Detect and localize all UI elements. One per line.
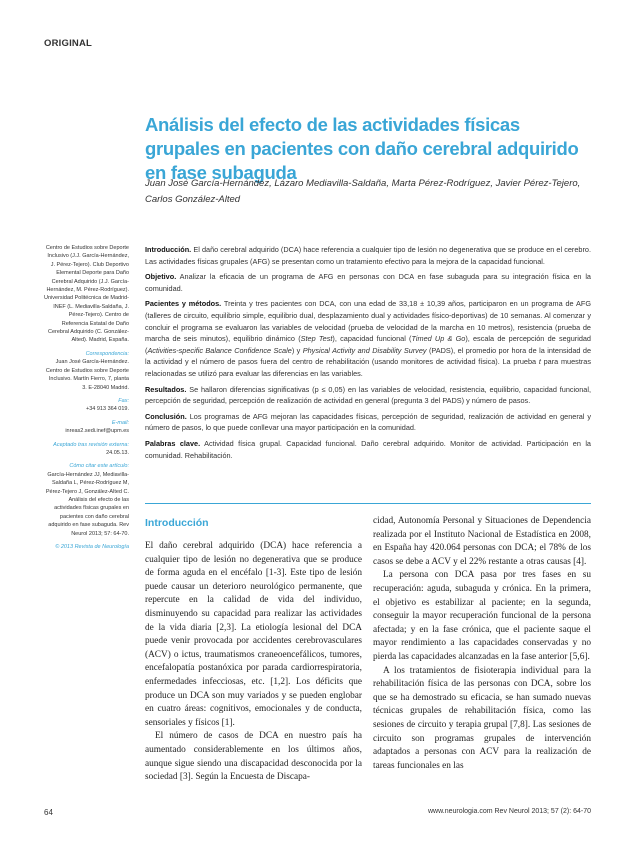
correspondence-text: Juan José García-Hernández. Centro de Estudios sobre Deporte Inclusivo. Martín Fierro, 7, planta 3. E-28040 Madrid. [45,359,129,391]
citation-text: García-Hernández JJ, Mediavilla-Saldaña L, Pérez-Rodríguez M, Pérez-Tejero J, González-Alted C. Análisis del efecto de las actividades físicas grupales en pacientes con daño cerebral adquirido en fase subaguda. Rev Neurol 2013; 57: 64-70. [45,471,129,537]
abstract-objective-label: Objetivo. [145,272,177,282]
abstract-results [145,384,591,407]
abstract-conclusion [145,411,591,434]
section-divider [145,503,591,504]
citation-label: Cómo citar este artículo: [69,463,129,470]
abstract-keywords [145,438,591,461]
methods-italic-5: t [538,357,541,367]
methods-italic-1: Step Test [300,334,333,344]
fax-value: +34 913 364 019. [86,406,129,413]
abstract-conclusion-label: Conclusión. [145,411,187,421]
abstract-methods [145,298,591,379]
abstract [145,244,591,465]
body-column-left [145,540,362,785]
introduction-heading: Introducción [145,517,209,529]
abstract-objective [145,271,591,294]
body-paragraph: El daño cerebral adquirido (DCA) hace referencia a cualquier tipo de lesión no degenerativa que se produce de forma aguda en el encéfalo [1-3]. Este tipo de lesión puede causar un deterioro neurológico permanente, que repercute en la calidad de vida del individuo, disminuyendo su capacidad para realizar las actividades de la vida diaria [2,3]. La etiología lesional del DCA puede venir provocada por accidentes cerebrovasculares (ACV) o ictus, traumatismos craneoencefálicos, tumores, encefalopatía postanóxica por parada cardiorrespiratoria, enfermedades infecciosas, etc. [1,2]. Los déficits que produce un DCA son muy variados y se pueden englobar en cuatro áreas: cognitivos, emocionales y de conducta, sensoriales y físicos [1]. [145,541,362,728]
journal-citation: www.neurologia.com Rev Neurol 2013; 57 (2): 64-70 [427,808,591,815]
methods-text-5: (PADS), el promedio por hora de la intensidad de la actividad y el número de pasos fuera del centro de rehabilitación (usando monitores de actividad física). La prueba [145,345,592,367]
email-value[interactable]: inreas2.sedi.inef@upm.es [65,428,129,435]
copyright: © 2013 Revista de Neurología [55,544,129,550]
email-label: E-mail: [111,419,129,426]
abstract-results-text: Se hallaron diferencias significativas (p ≤ 0,05) en las variables de velocidad, resistencia, equilibrio, capacidad funcional, percepción de seguridad, percepción de realización de actividad en general (pregunta 3 del PADS) y número de pasos. [145,384,591,406]
methods-text-1: Treinta y tres pacientes con DCA, con una edad de 33,18 ± 10,39 años, participaron en un programa de AFG (talleres de circuito, equilibrio simple, equilibrio dual, desplazamiento dual y actividades físico-deportivas) de 10 semanas. Al comenzar y concluir el programa se evaluaron las variables de velocidad (prueba de velocidad de la marcha en 10 metros), resistencia (prueba de marcha de seis minutos), equilibrio dinámico ( [145,299,591,344]
body-column-right [373,515,591,773]
methods-italic-3: Activities-specific Balance Confidence Scale [147,345,292,355]
affiliations: Centro de Estudios sobre Deporte Inclusivo (J.J. García-Hernández, J. Pérez-Tejero). Club Deportivo Elemental Deporte para Daño Cerebral Adquirido (J.J. García-Hernández, M. Pérez-Rodríguez). Universidad Politécnica de Madrid-INEF (L. Mediavilla-Saldaña, J. Pérez-Tejero). Centro de Referencia Estatal de Daño Cerebral Adquirido (C. González-Alted). Madrid, España. [44,245,129,344]
body-paragraph: cidad, Autonomía Personal y Situaciones de Dependencia realizada por el Instituto Nacional de Estadística en 2008, en España hay 420.064 personas con DCA; el 78% de los casos se debe a ACV y el 22% restante a otras causas [4]. [373,516,591,567]
methods-italic-4: Physical Activity and Disability Survey [302,345,427,355]
methods-text-4: ) y [291,345,303,355]
methods-italic-2: Timed Up & Go [411,334,466,344]
page-number: 64 [44,808,53,817]
abstract-introduction [145,244,591,267]
body-paragraph: A los tratamientos de fisioterapia individual para la rehabilitación física de las personas con DCA, sobre los que se ha demostrado su eficacia, se han sumado nuevas técnicas grupales de rehabilitación física, como las sesiones de circuito y terapia grupal [7,8]. Las sesiones de circuito son programas grupales de intervención adaptados a personas con ACV para la realización de tareas funcionales en las [373,665,591,771]
abstract-results-label: Resultados. [145,384,187,394]
accepted-date: 24.05.13. [106,449,129,456]
abstract-objective-text: Analizar la eficacia de un programa de AFG en personas con DCA en fase subaguda para su integración física en la comunidad. [145,272,591,293]
correspondence-label: Correspondencia: [85,350,129,357]
keywords-label: Palabras clave. [145,438,201,448]
methods-text-2: ), capacidad funcional ( [332,334,412,344]
abstract-intro-label: Introducción. [145,245,192,254]
article-title: Análisis del efecto de las actividades físicas grupales en pacientes con daño cerebral adquirido en fase subaguda [145,114,579,183]
abstract-conclusion-text: Los programas de AFG mejoran las capacidades físicas, percepción de seguridad, realización de actividad en general y número de pasos, lo que puede conllevar una mayor participación en la comunidad. [145,411,591,433]
keywords-text: Actividad física grupal. Capacidad funcional. Daño cerebral adquirido. Monitor de actividad. Participación en la comunidad. Rehabilitación. [145,438,591,460]
methods-text-6: para muestras relacionadas se utilizó para evaluar las diferencias en las variables. [145,357,591,378]
article-sidebar [44,244,129,551]
section-label: ORIGINAL [44,38,93,49]
abstract-methods-label: Pacientes y métodos. [145,299,222,309]
fax-label: Fax: [118,397,129,404]
abstract-intro-text: El daño cerebral adquirido (DCA) hace referencia a cualquier tipo de lesión no degenerativa que se produce en el cerebro. Las actividades físicas grupales (AFG) se presentan como un tratamiento efectivo para la mejora de la capacidad funcional. [145,245,591,266]
accepted-label: Aceptado tras revisión externa: [53,441,129,448]
body-paragraph: El número de casos de DCA en nuestro país ha aumentado considerablemente en los últimos años, aunque sigue siendo una discapacidad desconocida por la sociedad [3]. Según la Encuesta de Discapa- [145,731,362,783]
methods-text-3: ), escala de percepción de seguridad ( [145,334,591,355]
body-paragraph: La persona con DCA pasa por tres fases en su recuperación: aguda, subaguda y crónica. En la primera, el objetivo es estabilizar al paciente; en la segunda, conseguir la mayor recuperación funcional de la persona afectada; y en la fase crónica, que el paciente saque el mayor rendimiento a las capacidades conservadas y no pierda las capacidades alcanzadas en la fase anterior [5,6]. [373,570,591,662]
author-list: Juan José García-Hernández, Lázaro Mediavilla-Saldaña, Marta Pérez-Rodríguez, Javier Pérez-Tejero, Carlos González-Alted [145,178,581,205]
